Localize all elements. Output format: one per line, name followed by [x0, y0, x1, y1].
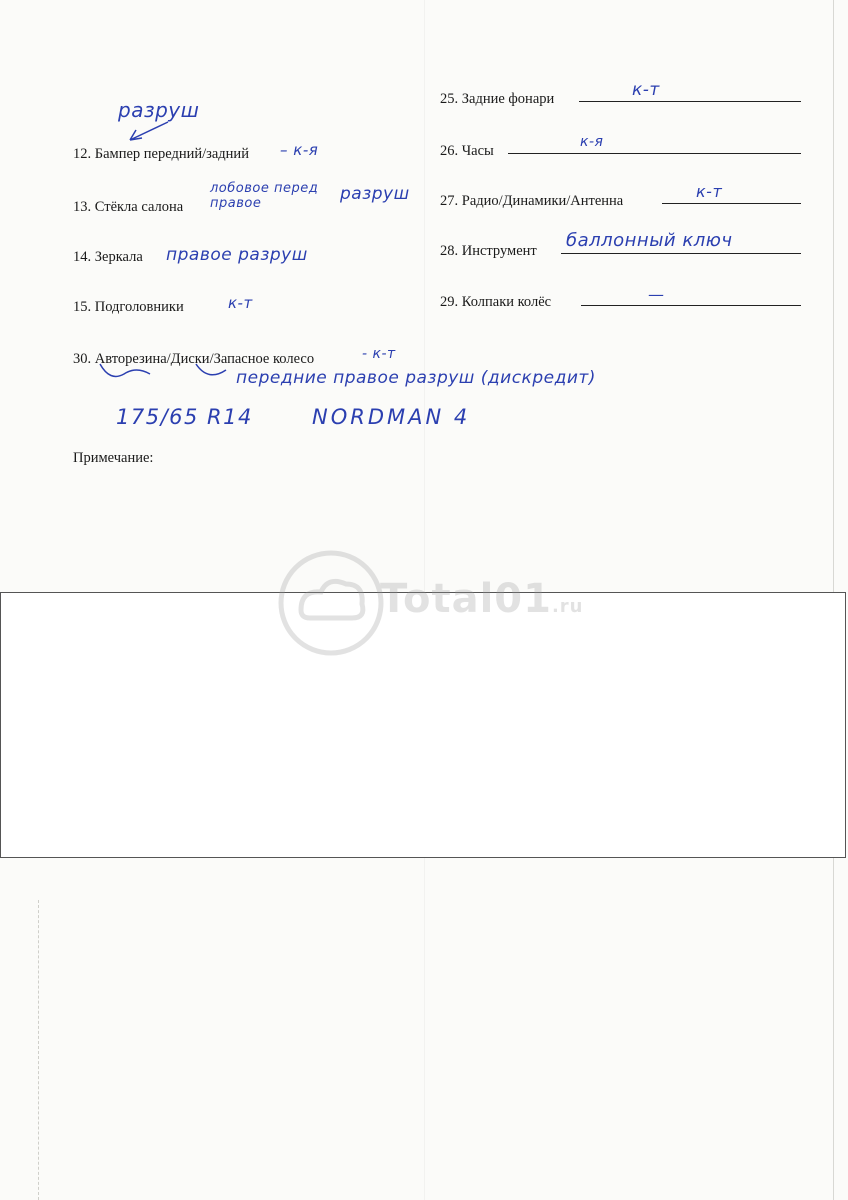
item-13-value: лобовое перед правое [210, 181, 319, 211]
tire-size: 175/65 R14 [116, 405, 253, 429]
item-29-label: 29. Колпаки колёс [440, 294, 552, 310]
annotation-arrow [120, 118, 180, 148]
page-edge-left [38, 900, 40, 1200]
item-15-label: 15. Подголовники [73, 299, 184, 315]
item-15-value: к-т [228, 294, 253, 312]
item-26-value: к-я [580, 134, 604, 150]
item-28-line [561, 253, 801, 254]
watermark [276, 548, 606, 658]
item-29-value: — [648, 285, 665, 304]
item-30-label: 30. Авторезина/Диски/Запасное колесо [73, 351, 315, 367]
item-12-label: 12. Бампер передний/задний [73, 146, 249, 162]
watermark-logo-icon [276, 548, 386, 658]
item-30-note: передние правое разруш (дискредит) [236, 368, 596, 388]
item-27-label: 27. Радио/Динамики/Антенна [440, 193, 624, 209]
item-12-value: – к-я [280, 141, 319, 159]
item-25-value: к-т [632, 80, 660, 100]
tire-brand: NORDMAN 4 [312, 405, 471, 429]
item-25-line [579, 101, 801, 102]
annotation-curve [96, 360, 256, 390]
handwritten-top-note: разруш [118, 98, 200, 122]
item-28-value: баллонный ключ [566, 230, 733, 251]
watermark-text: Total01.ru [380, 576, 584, 622]
item-13-label: 13. Стёкла салона [73, 199, 184, 215]
item-14-value: правое разруш [166, 245, 308, 265]
item-28-label: 28. Инструмент [440, 243, 537, 259]
item-26-label: 26. Часы [440, 143, 494, 159]
item-26-line [508, 153, 801, 154]
item-30-value: - к-т [362, 346, 396, 362]
item-29-line [581, 305, 801, 306]
item-14-label: 14. Зеркала [73, 249, 143, 265]
note-label: Примечание: [73, 450, 154, 466]
item-27-value: к-т [696, 182, 723, 201]
item-27-line [662, 203, 801, 204]
item-13-value-2: разруш [340, 184, 410, 204]
item-25-label: 25. Задние фонари [440, 91, 555, 107]
